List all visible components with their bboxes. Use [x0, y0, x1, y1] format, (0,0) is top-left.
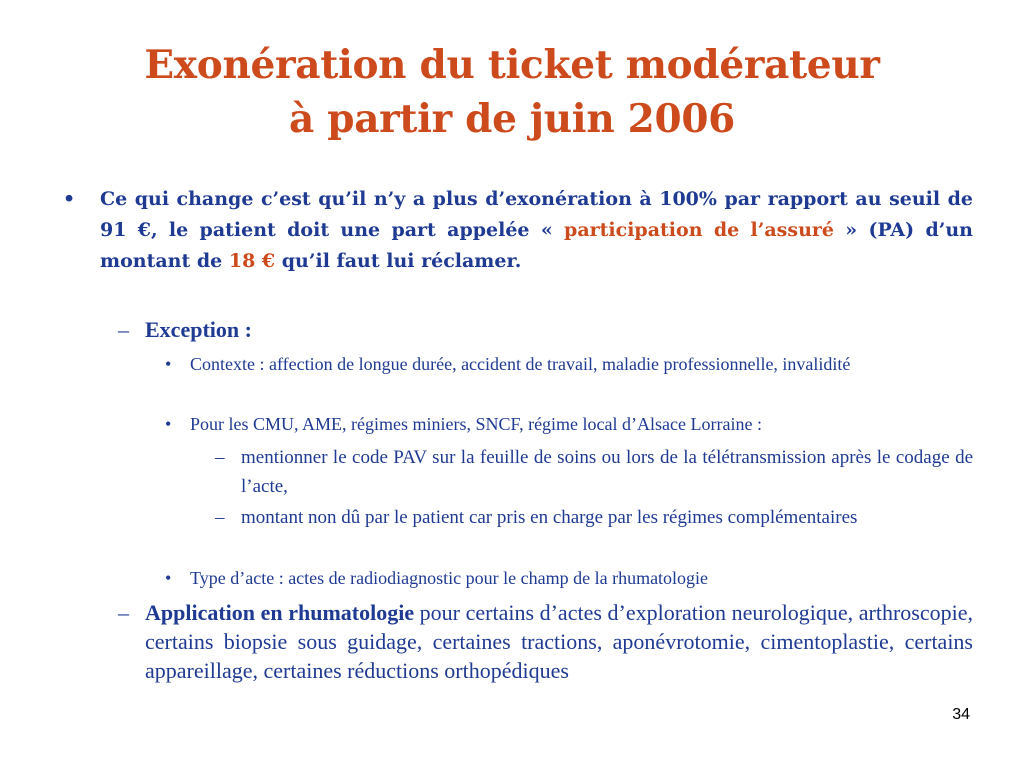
application-label: Application en rhumatologie [145, 600, 415, 625]
title-line-1: Exonération du ticket modérateur [144, 42, 880, 88]
subitem-dash: – [215, 507, 225, 528]
main-point-text [100, 184, 973, 277]
subitem-pav-code: mentionner le code PAV sur la feuille de soins ou lors de la télétransmission après le codage de l’acte, [241, 447, 973, 497]
exception-item-bullet: • [165, 354, 172, 374]
exception-item-bullet: • [165, 568, 172, 588]
exception-dash: – [118, 317, 129, 342]
exception-item-regimes: Pour les CMU, AME, régimes miniers, SNCF, régime local d’Alsace Lorraine : [190, 414, 762, 434]
exception-label: Exception : [145, 317, 252, 342]
page-number: 34 [952, 706, 970, 723]
application-dash: – [118, 600, 129, 625]
exception-item-act-type: Type d’acte : actes de radiodiagnostic pour le champ de la rhumatologie [190, 568, 709, 588]
main-text-before: Ce qui change c’est qu’il n’y a plus d’exonération à 100% par rapport au seuil de 91 €, le patient doit une part appelée « [100, 188, 973, 241]
exception-item-bullet: • [165, 414, 172, 434]
subitem-dash: – [215, 447, 225, 468]
subitem-amount: montant non dû par le patient car pris en charge par les régimes complémentaires [241, 507, 858, 528]
amount-highlight: 18 € [228, 250, 276, 272]
main-text-after: qu’il faut lui réclamer. [275, 250, 522, 272]
participation-term: participation de l’assuré [564, 219, 834, 241]
title-line-2: à partir de juin 2006 [288, 96, 735, 142]
main-text-middle: » (PA) d’un montant de [100, 219, 973, 272]
application-text [145, 598, 973, 685]
main-bullet: • [63, 188, 76, 210]
slide-title [30, 38, 994, 146]
exception-item-context: Contexte : affection de longue durée, accident de travail, maladie professionnelle, invalidité [190, 354, 851, 374]
application-body: pour certains d’actes d’exploration neurologique, arthroscopie, certains biopsie sous guidage, certaines tractions, aponévrotomie, cimentoplastie, certains appareillage, certaines réductions orthopédiques [145, 600, 974, 683]
